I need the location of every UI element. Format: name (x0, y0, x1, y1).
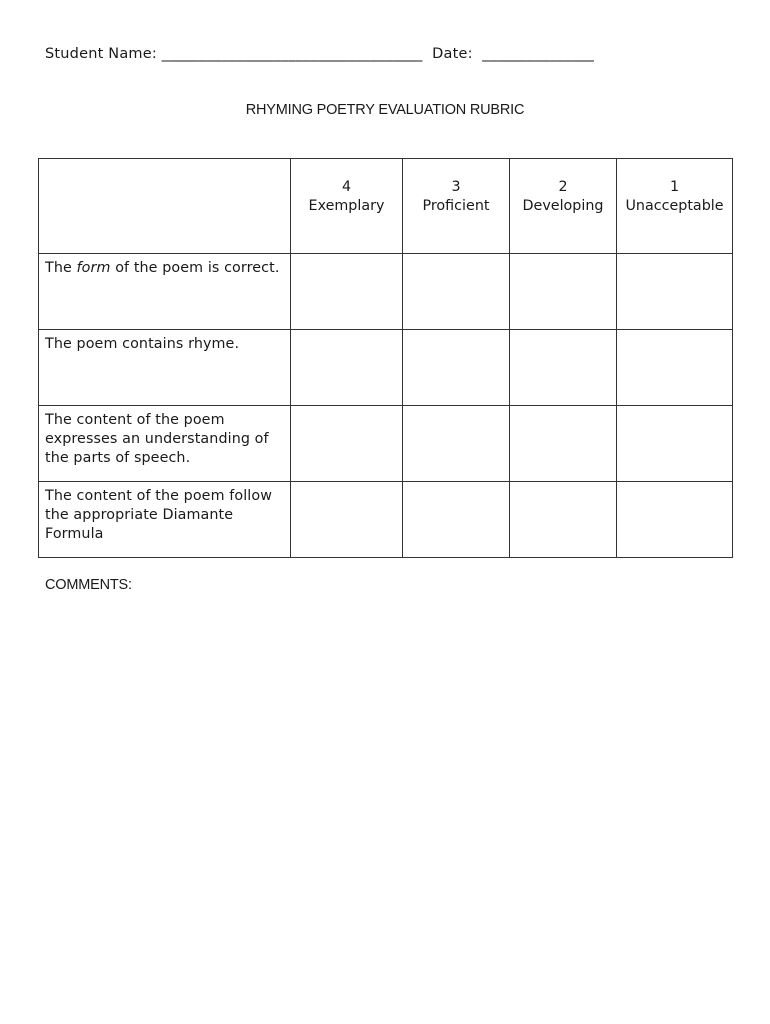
score-cell[interactable] (617, 330, 733, 406)
score-cell[interactable] (617, 406, 733, 482)
page-title: RHYMING POETRY EVALUATION RUBRIC (245, 102, 525, 118)
level-name: Unacceptable (625, 198, 724, 214)
score-cell[interactable] (291, 482, 403, 558)
level-name: Proficient (422, 198, 490, 214)
criterion-text-before: The (45, 260, 77, 276)
rubric-header-row (39, 159, 733, 254)
score-cell[interactable] (510, 254, 617, 330)
score-cell[interactable] (291, 330, 403, 406)
comments-label: COMMENTS: (45, 577, 132, 593)
level-name: Developing (522, 198, 604, 214)
criterion-parts-of-speech: The content of the poem expresses an understanding of the parts of speech. (39, 406, 291, 482)
score-cell[interactable] (403, 406, 510, 482)
score-cell[interactable] (403, 482, 510, 558)
level-score: 4 (341, 179, 352, 195)
score-cell[interactable] (403, 254, 510, 330)
score-cell[interactable] (617, 254, 733, 330)
criterion-form (39, 254, 291, 330)
score-cell[interactable] (510, 406, 617, 482)
score-cell[interactable] (510, 482, 617, 558)
level-score: 3 (451, 179, 461, 195)
criterion-diamante: The content of the poem follow the appropriate Diamante Formula (39, 482, 291, 558)
score-cell[interactable] (291, 254, 403, 330)
rubric-row-rhyme (39, 330, 733, 406)
score-cell[interactable] (617, 482, 733, 558)
score-cell[interactable] (291, 406, 403, 482)
student-name-date-line: Student Name: ___________________________________ Date: _______________ (45, 46, 595, 62)
criterion-emphasis: form (76, 260, 111, 276)
rubric-corner-cell (39, 159, 291, 254)
level-header-2 (510, 159, 617, 254)
level-header-4 (291, 159, 403, 254)
level-header-1 (617, 159, 733, 254)
score-cell[interactable] (510, 330, 617, 406)
level-score: 1 (669, 179, 680, 195)
rubric-row-diamante (39, 482, 733, 558)
criterion-text-after: of the poem is correct. (110, 260, 280, 276)
score-cell[interactable] (403, 330, 510, 406)
level-name: Exemplary (308, 198, 385, 214)
level-score: 2 (558, 179, 568, 195)
rubric-table (38, 158, 733, 558)
level-header-3 (403, 159, 510, 254)
rubric-row-parts-of-speech (39, 406, 733, 482)
criterion-rhyme: The poem contains rhyme. (39, 330, 291, 406)
rubric-row-form (39, 254, 733, 330)
